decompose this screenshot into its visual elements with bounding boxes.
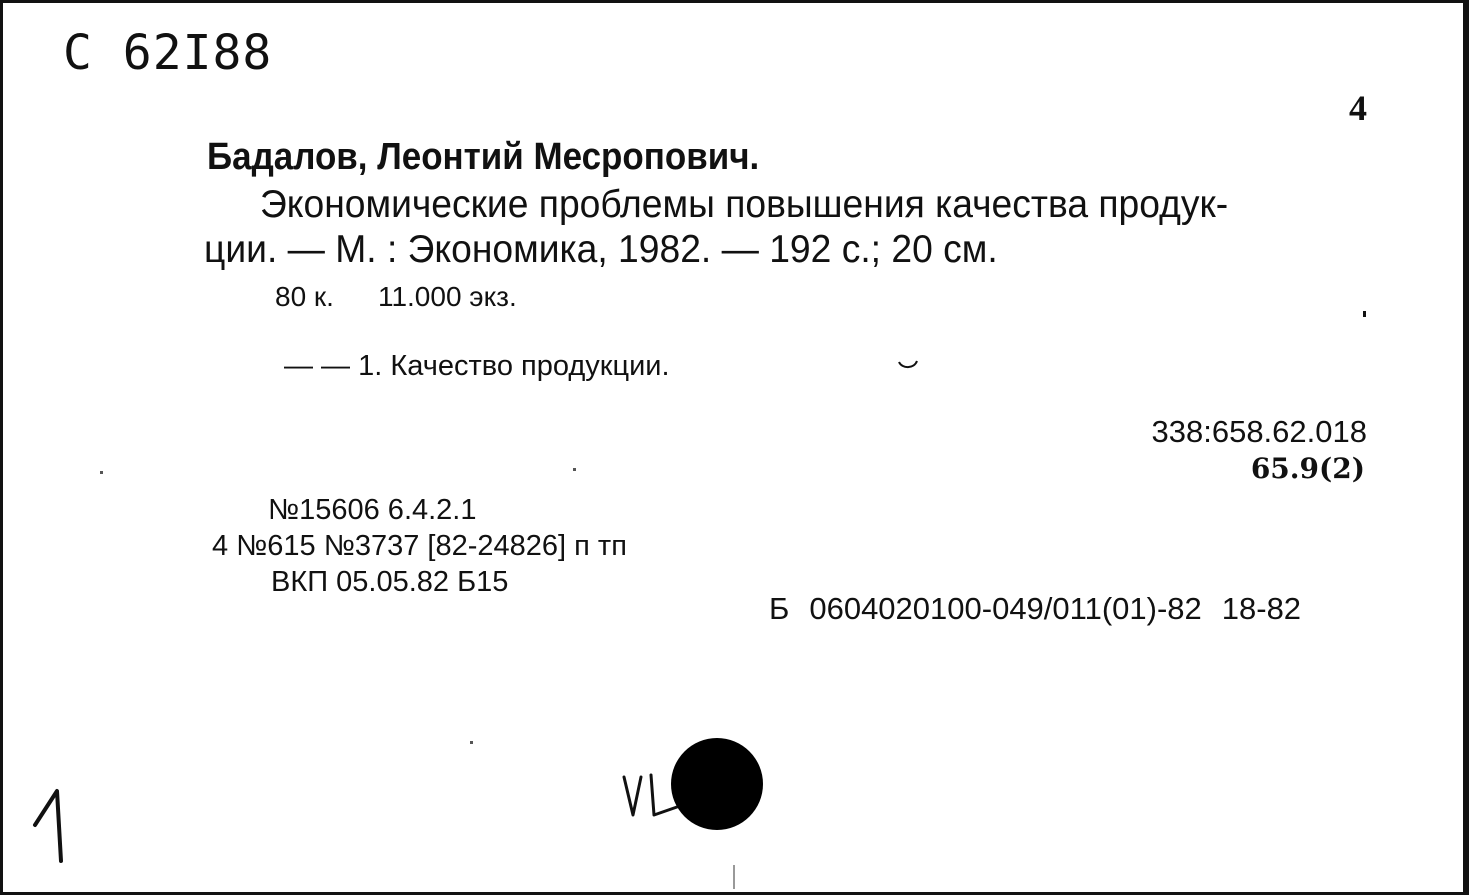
copy-count: 4 — [1349, 88, 1367, 128]
isbn-prefix: Б — [769, 591, 790, 626]
price-line — [275, 281, 517, 313]
speck — [100, 471, 103, 474]
technical-line-2: 4 №615 №3737 [82-24826] п тп — [212, 530, 627, 562]
udc-code: 338:658.62.018 — [1151, 414, 1367, 449]
speck — [733, 865, 735, 889]
price: 80 к. — [275, 281, 334, 312]
handwritten-number-mark — [27, 783, 77, 868]
title-line-2: ции. — М. : Экономика, 1982. — 192 с.; 20 см. — [204, 228, 998, 271]
speck — [1363, 311, 1366, 317]
title-line-1: Экономические проблемы повышения качества продук- — [260, 183, 1229, 226]
author-heading: Бадалов, Леонтий Месропович. — [207, 136, 760, 178]
stray-mark — [896, 357, 920, 371]
call-number: С 62I88 — [63, 25, 273, 81]
speck — [470, 741, 473, 744]
subject-heading: — — 1. Качество продукции. — [284, 350, 670, 382]
isbn-number: 18-82 — [1221, 591, 1302, 626]
isbn-code: 0604020100-049/011(01)-82 — [809, 591, 1202, 626]
bbk-code: 65.9(2) — [1250, 452, 1365, 485]
speck — [573, 468, 576, 471]
technical-line-1: №15606 6.4.2.1 — [268, 494, 477, 526]
print-run: 11.000 экз. — [377, 281, 517, 312]
punch-hole — [671, 738, 763, 830]
isbn-line — [769, 591, 1301, 627]
technical-line-3: ВКП 05.05.82 Б15 — [271, 566, 509, 598]
